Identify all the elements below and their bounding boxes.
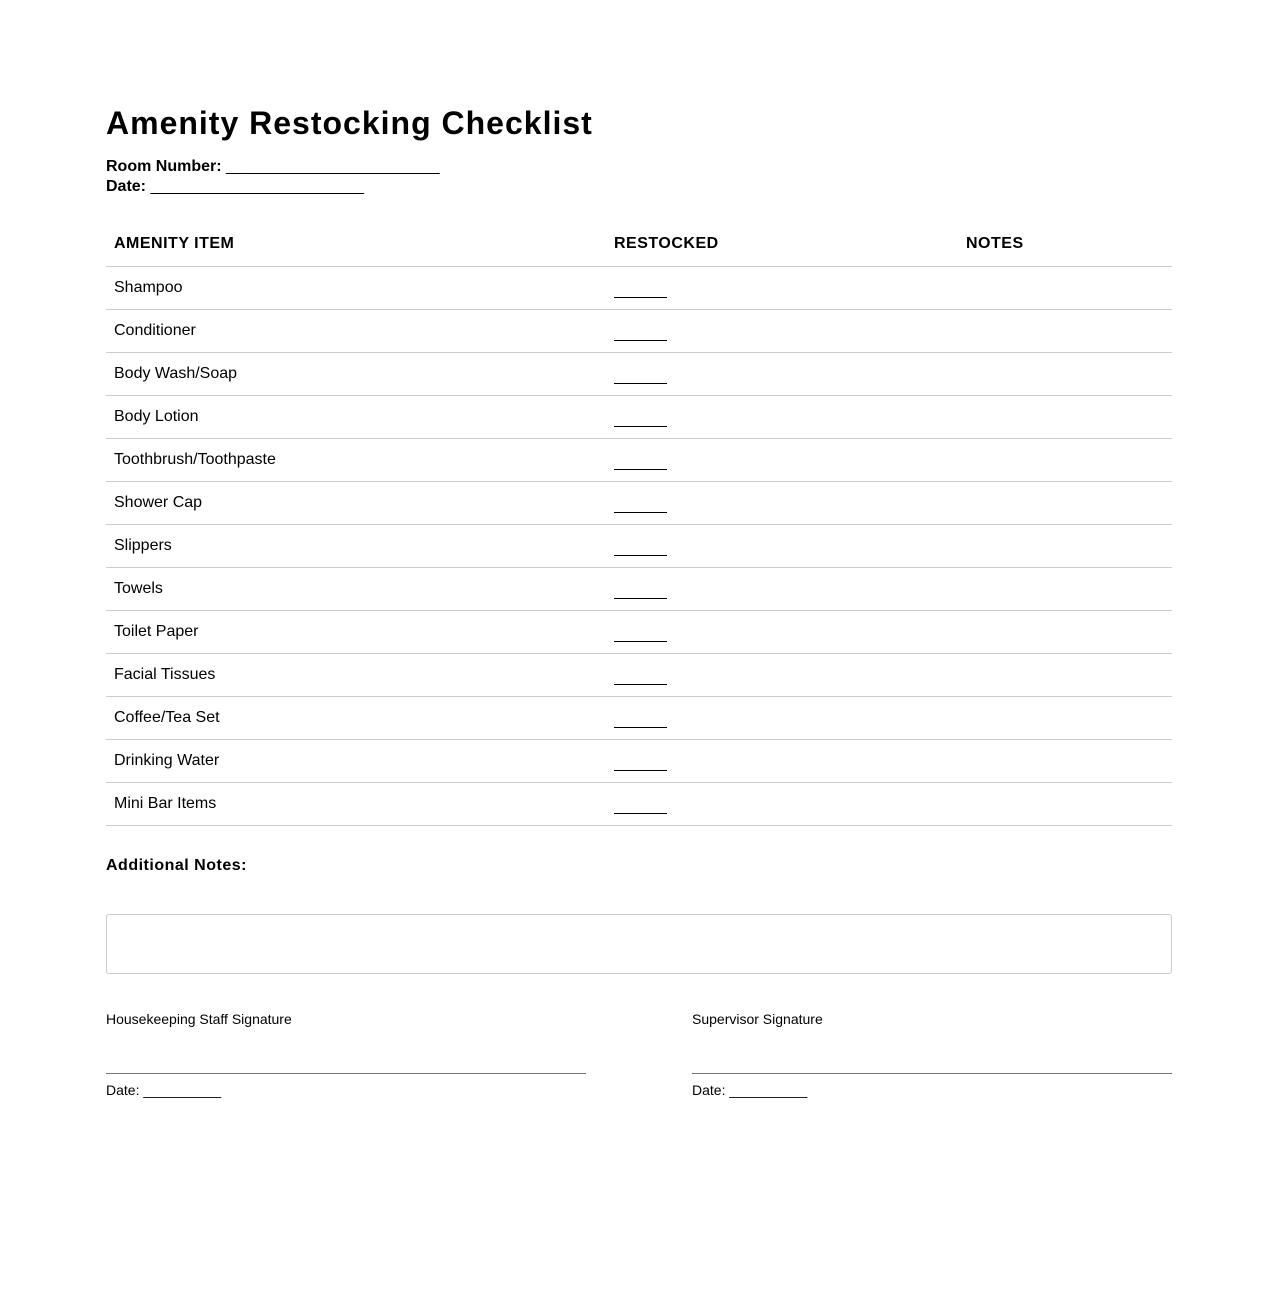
amenity-item: Mini Bar Items	[106, 783, 606, 826]
amenity-item: Toothbrush/Toothpaste	[106, 439, 606, 482]
notes-cell[interactable]	[958, 697, 1172, 740]
staff-signature-line[interactable]	[106, 1065, 586, 1074]
supervisor-date-blank[interactable]: __________	[729, 1082, 808, 1098]
additional-notes-box[interactable]	[106, 914, 1172, 974]
notes-cell[interactable]	[958, 353, 1172, 396]
restocked-blank[interactable]	[614, 461, 667, 470]
notes-cell[interactable]	[958, 482, 1172, 525]
table-row	[106, 267, 1172, 310]
restocked-blank[interactable]	[614, 418, 667, 427]
staff-date-field	[106, 1081, 586, 1099]
table-row	[106, 568, 1172, 611]
restocked-cell[interactable]	[606, 783, 958, 826]
amenity-item: Towels	[106, 568, 606, 611]
amenity-item: Shampoo	[106, 267, 606, 310]
table-row	[106, 396, 1172, 439]
amenity-table	[106, 222, 1172, 826]
restocked-blank[interactable]	[614, 504, 667, 513]
notes-cell[interactable]	[958, 783, 1172, 826]
table-row	[106, 439, 1172, 482]
restocked-blank[interactable]	[614, 805, 667, 814]
date-blank[interactable]: ________________________	[150, 178, 365, 195]
table-row	[106, 654, 1172, 697]
supervisor-signature-block	[692, 1010, 1172, 1099]
amenity-item: Coffee/Tea Set	[106, 697, 606, 740]
restocked-cell[interactable]	[606, 654, 958, 697]
restocked-cell[interactable]	[606, 310, 958, 353]
header-notes: NOTES	[958, 222, 1172, 267]
supervisor-signature-line[interactable]	[692, 1065, 1172, 1074]
amenity-item: Body Wash/Soap	[106, 353, 606, 396]
restocked-cell[interactable]	[606, 396, 958, 439]
notes-cell[interactable]	[958, 267, 1172, 310]
restocked-blank[interactable]	[614, 719, 667, 728]
table-row	[106, 353, 1172, 396]
date-label: Date:	[106, 178, 147, 195]
notes-cell[interactable]	[958, 740, 1172, 783]
room-number-field	[106, 157, 440, 177]
staff-signature-label: Housekeeping Staff Signature	[106, 1011, 292, 1027]
supervisor-signature-label: Supervisor Signature	[692, 1011, 823, 1027]
restocked-cell[interactable]	[606, 482, 958, 525]
restocked-blank[interactable]	[614, 332, 667, 341]
notes-cell[interactable]	[958, 439, 1172, 482]
amenity-item: Drinking Water	[106, 740, 606, 783]
restocked-blank[interactable]	[614, 590, 667, 599]
staff-date-blank[interactable]: __________	[143, 1082, 222, 1098]
page-title: Amenity Restocking Checklist	[106, 105, 593, 141]
restocked-cell[interactable]	[606, 568, 958, 611]
amenity-item: Slippers	[106, 525, 606, 568]
notes-cell[interactable]	[958, 310, 1172, 353]
staff-date-label: Date:	[106, 1082, 140, 1098]
notes-cell[interactable]	[958, 611, 1172, 654]
restocked-cell[interactable]	[606, 525, 958, 568]
table-row	[106, 525, 1172, 568]
restocked-blank[interactable]	[614, 289, 667, 298]
table-row	[106, 783, 1172, 826]
supervisor-date-label: Date:	[692, 1082, 726, 1098]
supervisor-date-field	[692, 1081, 1172, 1099]
room-number-label: Room Number:	[106, 158, 222, 175]
restocked-cell[interactable]	[606, 740, 958, 783]
notes-cell[interactable]	[958, 568, 1172, 611]
header-amenity-item: AMENITY ITEM	[106, 222, 606, 267]
amenity-item: Facial Tissues	[106, 654, 606, 697]
table-row	[106, 740, 1172, 783]
header-restocked: RESTOCKED	[606, 222, 958, 267]
restocked-cell[interactable]	[606, 353, 958, 396]
restocked-cell[interactable]	[606, 697, 958, 740]
amenity-item: Body Lotion	[106, 396, 606, 439]
restocked-blank[interactable]	[614, 375, 667, 384]
table-row	[106, 611, 1172, 654]
restocked-cell[interactable]	[606, 439, 958, 482]
amenity-item: Shower Cap	[106, 482, 606, 525]
restocked-cell[interactable]	[606, 611, 958, 654]
table-row	[106, 482, 1172, 525]
staff-signature-block	[106, 1010, 586, 1099]
table-header-row	[106, 222, 1172, 267]
restocked-blank[interactable]	[614, 676, 667, 685]
notes-cell[interactable]	[958, 525, 1172, 568]
additional-notes-label: Additional Notes:	[106, 857, 247, 874]
restocked-blank[interactable]	[614, 633, 667, 642]
restocked-blank[interactable]	[614, 762, 667, 771]
table-row	[106, 310, 1172, 353]
restocked-blank[interactable]	[614, 547, 667, 556]
date-field	[106, 177, 364, 197]
table-row	[106, 697, 1172, 740]
amenity-item: Toilet Paper	[106, 611, 606, 654]
amenity-item: Conditioner	[106, 310, 606, 353]
notes-cell[interactable]	[958, 654, 1172, 697]
room-number-blank[interactable]: ________________________	[226, 158, 440, 175]
restocked-cell[interactable]	[606, 267, 958, 310]
notes-cell[interactable]	[958, 396, 1172, 439]
